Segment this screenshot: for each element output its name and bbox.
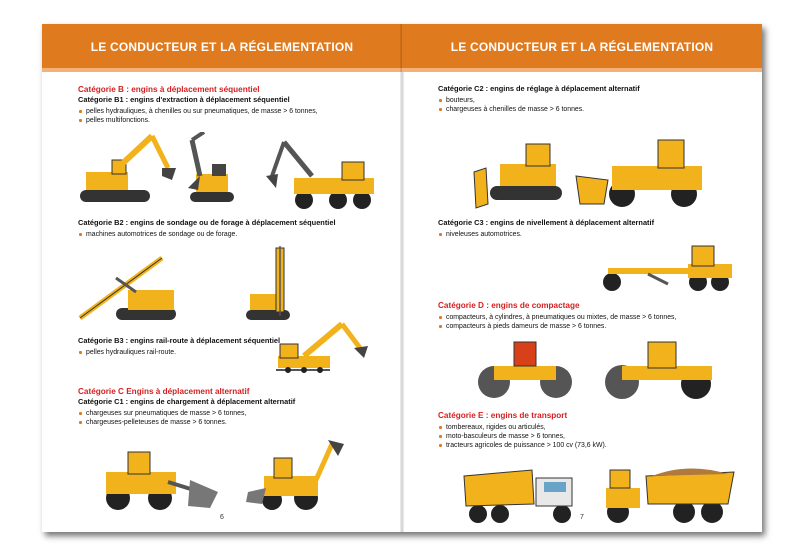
bullet-list xyxy=(78,230,388,239)
d-machines-illustration xyxy=(472,338,732,402)
page-left xyxy=(42,24,402,532)
list-item: chargeuses à chenilles de masse > 6 tonnes. xyxy=(438,105,748,114)
articulated-hauler-icon xyxy=(606,468,734,523)
section-category-b2 xyxy=(78,218,388,239)
category-title: Catégorie B : engins à déplacement séquentiel xyxy=(78,85,260,94)
section-category-e xyxy=(438,410,748,450)
subcategory-title: Catégorie C1 : engins de chargement à déplacement alternatif xyxy=(78,397,296,406)
list-item: chargeuses-pelleteuses de masse > 6 tonnes. xyxy=(78,418,388,427)
c1-machines-illustration xyxy=(98,436,348,514)
list-item: bouteurs, xyxy=(438,96,748,105)
vertical-drill-rig-icon xyxy=(246,246,290,320)
e-machines-illustration xyxy=(462,460,742,526)
header-stripe xyxy=(42,68,402,72)
list-item: machines automotrices de sondage ou de forage. xyxy=(78,230,388,239)
bullet-list xyxy=(78,409,388,427)
bullet-list xyxy=(438,230,748,239)
track-loader-icon xyxy=(576,140,702,207)
list-item: chargeuses sur pneumatiques de masse > 6 tonnes, xyxy=(78,409,388,418)
category-title: Catégorie D : engins de compactage xyxy=(438,301,580,310)
header-stripe xyxy=(402,68,762,72)
dump-truck-icon xyxy=(464,470,572,523)
list-item: compacteurs à pieds dameurs de masse > 6 tonnes. xyxy=(438,322,748,331)
backhoe-loader-icon xyxy=(246,440,344,510)
tandem-roller-icon xyxy=(478,342,572,398)
list-item: moto-basculeurs de masse > 6 tonnes, xyxy=(438,432,748,441)
list-item: compacteurs, à cylindres, à pneumatiques ou mixtes, de masse > 6 tonnes, xyxy=(438,313,748,322)
c3-machines-illustration xyxy=(592,240,742,294)
list-item: tracteurs agricoles de puissance > 100 cv (73,6 kW). xyxy=(438,441,748,450)
wheeled-excavator-icon xyxy=(266,142,374,209)
subcategory-title: Catégorie B2 : engins de sondage ou de forage à déplacement séquentiel xyxy=(78,218,336,227)
bulldozer-icon xyxy=(474,144,562,208)
list-item: niveleuses automotrices. xyxy=(438,230,748,239)
list-item: pelles hydrauliques, à chenilles ou sur pneumatiques, de masse > 6 tonnes, xyxy=(78,107,388,116)
page-number: 6 xyxy=(220,514,224,521)
b1-machines-illustration xyxy=(72,132,382,212)
bullet-list xyxy=(438,423,748,450)
wheel-loader-icon xyxy=(106,452,218,510)
padfoot-compactor-icon xyxy=(605,342,712,399)
crawler-excavator-icon xyxy=(80,136,176,202)
drilling-rig-icon xyxy=(80,258,176,320)
tracked-excavator-icon xyxy=(188,132,234,202)
category-title: Catégorie C Engins à déplacement alternatif xyxy=(78,387,250,396)
list-item: pelles hydrauliques rail-route. xyxy=(78,348,388,357)
booklet-spread xyxy=(42,24,762,532)
list-item: tombereaux, rigides ou articulés, xyxy=(438,423,748,432)
bullet-list xyxy=(438,313,748,331)
c2-machines-illustration xyxy=(472,124,732,214)
page-number: 7 xyxy=(580,514,584,521)
section-category-c xyxy=(78,386,388,427)
section-category-b xyxy=(78,84,388,125)
subcategory-title: Catégorie C3 : engins de nivellement à déplacement alternatif xyxy=(438,218,655,227)
section-category-c3 xyxy=(438,218,748,239)
b3-machines-illustration xyxy=(270,316,380,376)
subcategory-title: Catégorie C2 : engins de réglage à déplacement alternatif xyxy=(438,84,640,93)
motor-grader-icon xyxy=(603,246,732,291)
bullet-list xyxy=(438,96,748,114)
section-category-d xyxy=(438,300,748,331)
page-header-title: LE CONDUCTEUR ET LA RÉGLEMENTATION xyxy=(450,40,714,54)
rail-road-excavator-icon xyxy=(276,324,368,373)
page-header-title: LE CONDUCTEUR ET LA RÉGLEMENTATION xyxy=(90,40,354,54)
section-category-c2 xyxy=(438,84,748,114)
subcategory-title: Catégorie B3 : engins rail-route à déplacement séquentiel xyxy=(78,336,281,345)
bullet-list xyxy=(78,107,388,125)
page-right xyxy=(402,24,762,532)
subcategory-title: Catégorie B1 : engins d'extraction à déplacement séquentiel xyxy=(78,95,290,104)
category-title: Catégorie E : engins de transport xyxy=(438,411,568,420)
list-item: pelles multifonctions. xyxy=(78,116,388,125)
